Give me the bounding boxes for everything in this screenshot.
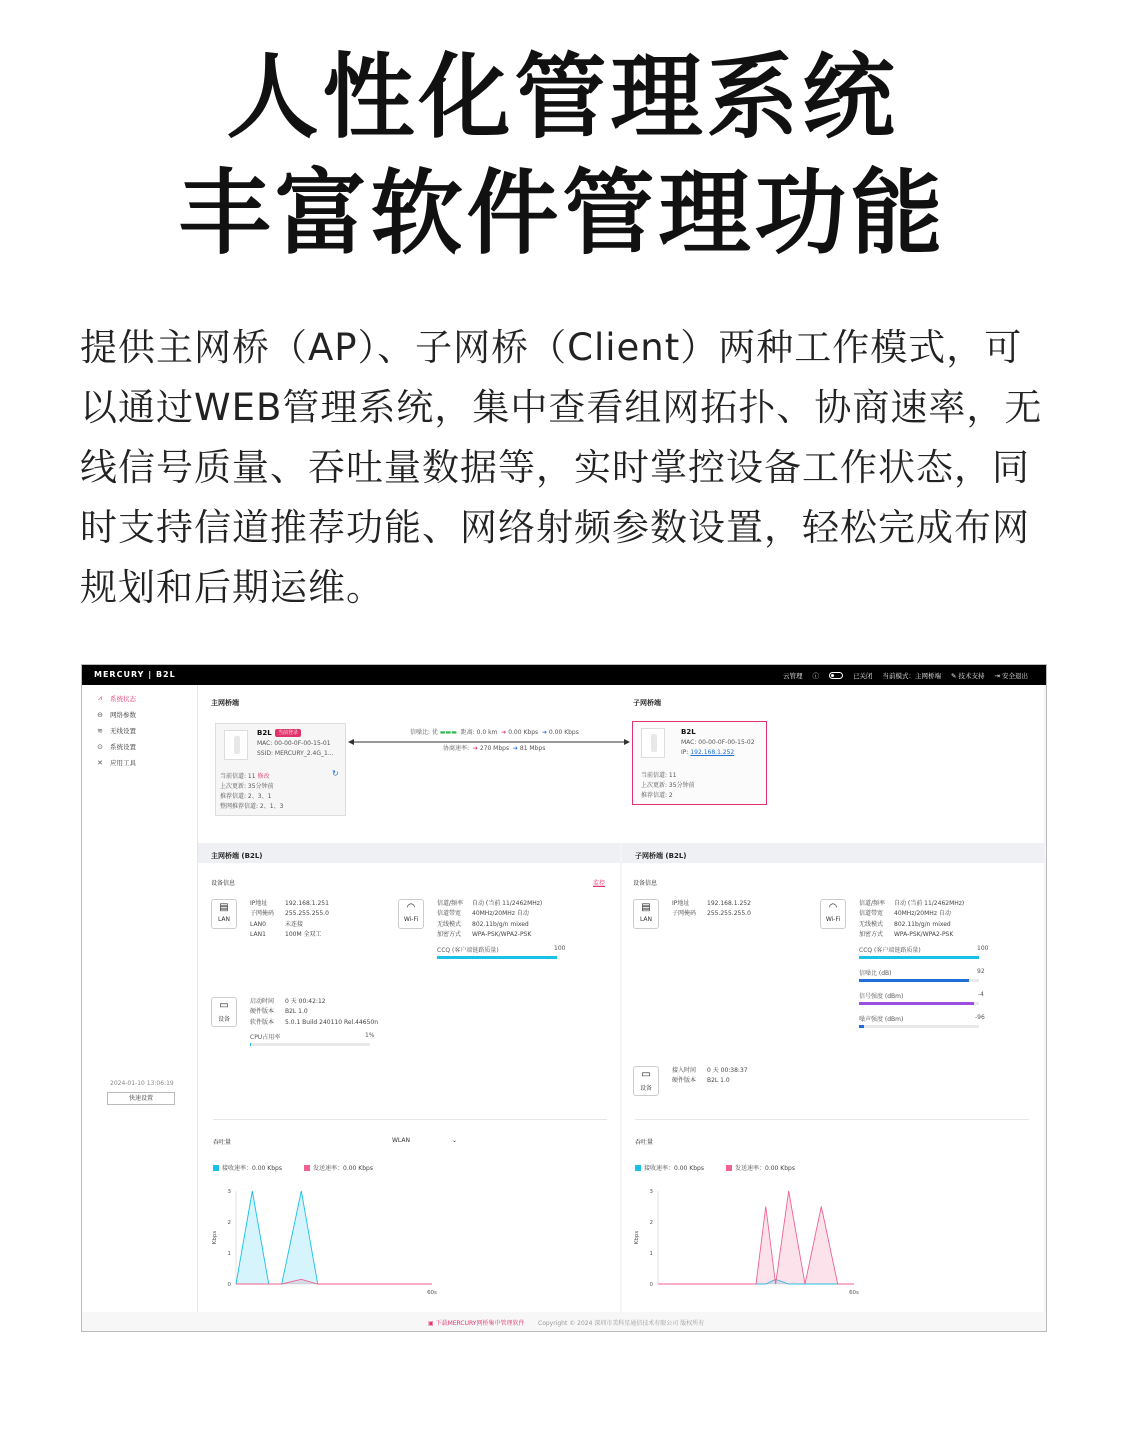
headline-line-2: 丰富软件管理功能 bbox=[178, 160, 947, 267]
tools-icon: ✕ bbox=[97, 758, 103, 767]
metric-label: CCQ (客户端链路质量) bbox=[859, 947, 921, 954]
client-legend-rx: 接收速率：0.00 Kbps bbox=[635, 1163, 704, 1172]
monitor-link[interactable]: 监控 bbox=[593, 880, 606, 887]
client-lan-values: 192.168.1.252 255.255.255.0 bbox=[707, 900, 751, 918]
client-throughput-chart bbox=[630, 1183, 860, 1303]
series-area-0 bbox=[236, 1191, 432, 1284]
y-tick-label: 1 bbox=[227, 1251, 231, 1257]
client-mac: MAC: 00-00-0F-00-15-02 bbox=[681, 739, 755, 746]
client-device-card[interactable] bbox=[632, 721, 767, 805]
metric-bar bbox=[859, 1002, 979, 1005]
ap-channel: 当前信道: 11 修改 bbox=[220, 773, 270, 780]
ap-detail-panel bbox=[198, 843, 620, 1312]
ap-ccq-label: CCQ (客户端链路质量) bbox=[437, 947, 499, 954]
metric-value: 92 bbox=[977, 968, 985, 975]
sidebar-item-tools[interactable]: ✕ 应用工具 bbox=[97, 758, 136, 767]
metric-label: 噪声强度 (dBm) bbox=[859, 1016, 904, 1023]
ap-lan-keys: IP地址 子网掩码 LAN0 LAN1 bbox=[250, 900, 275, 938]
lan-icon-box: ▤ LAN bbox=[211, 899, 237, 929]
ap-throughput-chart bbox=[208, 1183, 438, 1303]
client-wifi-keys: 信道/频率 信道带宽 无线模式 加密方式 bbox=[859, 900, 886, 938]
ap-section-title: 设备信息 bbox=[211, 880, 236, 887]
ap-device-name: B2L bbox=[257, 729, 272, 737]
client-lan-keys: IP地址 子网掩码 bbox=[672, 900, 697, 918]
metric-label: 信噪比 (dB) bbox=[859, 970, 892, 977]
wifi-icon-box: ◠ Wi-Fi bbox=[398, 899, 424, 929]
quick-setup-button[interactable]: 快速设置 bbox=[107, 1092, 175, 1105]
x-end-label: 60s bbox=[427, 1290, 437, 1296]
topology-panel bbox=[198, 685, 1044, 843]
client-dev-values: 0 天 00:38:37 B2L 1.0 bbox=[707, 1067, 748, 1085]
ap-device-card[interactable] bbox=[215, 723, 346, 816]
client-device-name: B2L bbox=[681, 728, 696, 736]
client-ip-link[interactable]: 192.168.1.252 bbox=[690, 749, 735, 756]
refresh-icon[interactable]: ↻ bbox=[332, 769, 339, 778]
metric-value: -96 bbox=[975, 1014, 985, 1021]
ap-ccq-bar bbox=[437, 956, 557, 959]
support-link[interactable]: ✎ 技术支持 bbox=[950, 672, 985, 680]
ap-updated: 上次更新: 35分钟前 bbox=[220, 783, 274, 790]
gear-icon: ⊙ bbox=[97, 742, 103, 751]
ap-recommend: 推荐信道: 2、3、1 bbox=[220, 793, 272, 800]
device-icon: ▭ bbox=[219, 1000, 229, 1011]
headline-line-1: 人性化管理系统 bbox=[226, 44, 899, 151]
lan-port-icon: ▤ bbox=[641, 902, 651, 913]
metric-label: 信号强度 (dBm) bbox=[859, 993, 904, 1000]
metric-bar bbox=[859, 956, 979, 959]
lan-port-icon: ▤ bbox=[219, 902, 229, 913]
device-image bbox=[224, 730, 248, 760]
ap-lan-values: 192.168.1.251 255.255.255.0 未连接 100M 全双工 bbox=[285, 900, 329, 938]
series-area-1 bbox=[658, 1191, 854, 1284]
sidebar-item-wireless[interactable]: ≋ 无线设置 bbox=[97, 726, 136, 735]
cpu-bar bbox=[250, 1043, 370, 1046]
brand-logo: MERCURY | B2L bbox=[94, 670, 176, 679]
link-rate: 协商速率: ➔ 270 Mbps ➔ 81 Mbps bbox=[443, 745, 546, 752]
y-tick-label: 1 bbox=[649, 1251, 653, 1257]
main-bridge-title: 主网桥端 bbox=[211, 699, 239, 707]
sidebar-item-status[interactable]: ⩘ 系统状态 bbox=[96, 694, 136, 703]
globe-icon: ⊖ bbox=[97, 710, 103, 719]
client-ip: IP: 192.168.1.252 bbox=[681, 749, 735, 756]
logout-link[interactable]: ⇥ 安全退出 bbox=[994, 672, 1028, 680]
y-axis-label: Kbps bbox=[634, 1230, 640, 1245]
cpu-value: 1% bbox=[365, 1032, 375, 1039]
link-stats: 信噪比: 优 ▬▬▬ 距离: 0.0 km ➔ 0.00 Kbps ➔ 0.00 Kbps bbox=[410, 729, 579, 736]
chart-icon: ⩘ bbox=[98, 694, 102, 702]
main-content bbox=[198, 685, 1046, 1312]
sub-bridge-title: 子网桥端 bbox=[633, 699, 661, 707]
download-icon: ▣ bbox=[428, 1320, 434, 1327]
footer bbox=[82, 1312, 1046, 1332]
sidebar-item-system[interactable]: ⊙ 系统设置 bbox=[97, 742, 136, 751]
lan-icon-box: ▤ LAN bbox=[633, 899, 659, 929]
client-wifi-values: 自动 (当前 11/2462MHz) 40MHz/20MHz 自动 802.11b/g/n mixed WPA-PSK/WPA2-PSK bbox=[894, 900, 965, 938]
y-tick-label: 3 bbox=[649, 1189, 653, 1195]
top-bar bbox=[82, 665, 1046, 685]
cloud-toggle[interactable] bbox=[829, 672, 843, 679]
device-image bbox=[641, 728, 665, 758]
client-panel-title: 子网桥端 (B2L) bbox=[635, 852, 687, 860]
interface-select[interactable]: WLAN ⌄ bbox=[392, 1137, 457, 1144]
y-tick-label: 2 bbox=[227, 1220, 231, 1226]
ap-ccq-value: 100 bbox=[554, 945, 566, 952]
cpu-label: CPU占用率 bbox=[250, 1034, 281, 1041]
device-icon-box: ▭ 设备 bbox=[633, 1066, 659, 1096]
y-tick-label: 0 bbox=[227, 1282, 231, 1288]
client-dev-keys: 接入时间 硬件版本 bbox=[672, 1067, 697, 1085]
system-datetime: 2024-01-10 13:06:19 bbox=[110, 1080, 174, 1087]
ap-wifi-keys: 信道/频率 信道带宽 无线模式 加密方式 bbox=[437, 900, 464, 938]
sidebar-item-network[interactable]: ⊖ 网络参数 bbox=[97, 710, 136, 719]
client-updated: 上次更新: 35分钟前 bbox=[641, 782, 695, 789]
metric-value: 100 bbox=[977, 945, 989, 952]
metric-value: -4 bbox=[978, 991, 984, 998]
ap-ssid: SSID: MERCURY_2.4G_1... bbox=[257, 750, 334, 757]
current-mode: 当前模式：主网桥端 bbox=[882, 672, 941, 680]
client-detail-panel bbox=[622, 843, 1044, 1312]
web-ui-screenshot bbox=[81, 664, 1047, 1332]
help-icon[interactable]: ⓘ bbox=[812, 672, 819, 680]
current-login-badge: 当前登录 bbox=[275, 729, 301, 737]
client-throughput-title: 吞吐量 bbox=[635, 1139, 654, 1146]
cloud-label: 云管理 bbox=[782, 672, 803, 680]
intro-paragraph: 提供主网桥（AP）、子网桥（Client）两种工作模式，可以通过WEB管理系统，集中查看组网拓扑、协商速率，无线信号质量、吞吐量数据等，实时掌控设备工作状态，同时支持信道推荐功能、网络射频参数设置，轻松完成布网规划和后期运维。 bbox=[80, 326, 1043, 609]
ap-mac: MAC: 00-00-0F-00-15-01 bbox=[257, 740, 331, 747]
y-tick-label: 3 bbox=[227, 1189, 231, 1195]
chevron-down-icon: ⌄ bbox=[451, 1137, 457, 1144]
ap-overall-recommend: 整网推荐信道: 2、1、3 bbox=[220, 803, 284, 810]
wifi-icon: ≋ bbox=[97, 726, 103, 735]
device-icon-box: ▭ 设备 bbox=[211, 997, 237, 1027]
metric-bar bbox=[859, 1025, 979, 1028]
metric-bar bbox=[859, 979, 979, 982]
y-axis-label: Kbps bbox=[212, 1230, 218, 1245]
download-link[interactable]: ▣ 下载MERCURY网桥集中管理软件 bbox=[428, 1320, 525, 1327]
wifi-icon-box: ◠ Wi-Fi bbox=[820, 899, 846, 929]
ap-dev-keys: 启动时间 硬件版本 软件版本 bbox=[250, 998, 275, 1026]
ap-legend-tx: 发送速率：0.00 Kbps bbox=[304, 1163, 373, 1172]
ap-throughput-title: 吞吐量 bbox=[213, 1139, 232, 1146]
y-tick-label: 0 bbox=[649, 1282, 653, 1288]
client-channel: 当前信道: 11 bbox=[641, 772, 677, 779]
device-icon: ▭ bbox=[641, 1069, 651, 1080]
client-legend-tx: 发送速率：0.00 Kbps bbox=[726, 1163, 795, 1172]
logout-icon: ⇥ bbox=[994, 672, 1000, 680]
ap-wifi-values: 自动 (当前 11/2462MHz) 40MHz/20MHz 自动 802.11b/g/n mixed WPA-PSK/WPA2-PSK bbox=[472, 900, 543, 938]
wifi-icon: ◠ bbox=[406, 902, 416, 913]
ap-dev-values: 0 天 00:42:12 B2L 1.0 5.0.1 Build 240110 Rel.44650n bbox=[285, 998, 379, 1026]
cloud-state: 已关闭 bbox=[852, 672, 873, 680]
client-recommend: 推荐信道: 2 bbox=[641, 792, 673, 799]
ap-panel-title: 主网桥端 (B2L) bbox=[211, 852, 263, 860]
y-tick-label: 2 bbox=[649, 1220, 653, 1226]
wifi-icon: ◠ bbox=[828, 902, 838, 913]
ap-legend-rx: 接收速率：0.00 Kbps bbox=[213, 1163, 282, 1172]
modify-channel-link[interactable]: 修改 bbox=[257, 773, 270, 780]
sidebar bbox=[82, 685, 198, 1312]
copyright: Copyright © 2024 深圳市美科星通信技术有限公司 版权所有 bbox=[538, 1320, 705, 1327]
x-end-label: 60s bbox=[849, 1290, 859, 1296]
wrench-icon: ✎ bbox=[950, 672, 957, 680]
client-section-title: 设备信息 bbox=[633, 880, 658, 887]
